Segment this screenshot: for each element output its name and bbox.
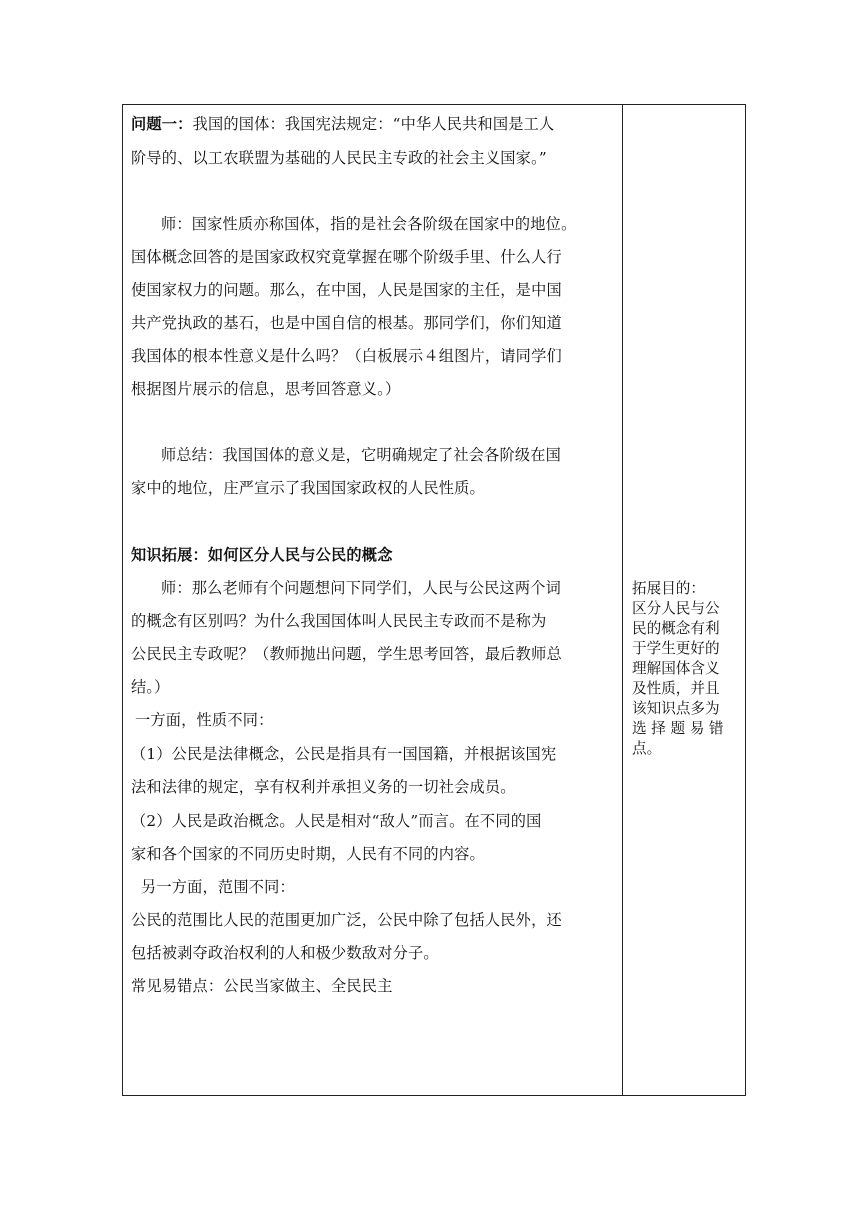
p1-line-5: 我国体的根本性意义是什么吗？（白板展示４组图片，请同学们 (131, 347, 562, 365)
p1-line-4: 共产党执政的基石，也是中国自信的根基。那同学们，你们知道 (131, 314, 562, 332)
main-content-cell (123, 105, 623, 1095)
p3-line-2: 的概念有区别吗？为什么我国国体叫人民民主专政而不是称为 (131, 612, 547, 630)
q1-line-1 (131, 114, 554, 134)
side-note-line: 区分人民与公 (632, 600, 720, 617)
item-1-line-1: （1）公民是法律概念，公民是指具有一国国籍，并根据该国宪 (131, 745, 557, 763)
p3-line-1: 师：那么老师有个问题想问下同学们，人民与公民这两个词 (161, 579, 562, 597)
item-2-line-2: 家和各个国家的不同历史时期，人民有不同的内容。 (131, 845, 485, 863)
side-note-line: 拓展目的： (632, 580, 705, 597)
p1-line-6: 根据图片展示的信息，思考回答意义。） (131, 380, 401, 398)
scope-line-1: 公民的范围比人民的范围更加广泛，公民中除了包括人民外，还 (131, 911, 562, 929)
side-note-line: 理解国体含义 (632, 660, 720, 677)
p3-line-3: 公民民主专政呢？（教师抛出问题，学生思考回答，最后教师总 (131, 645, 562, 663)
side-note-line: 选 择 题 易 错 (632, 720, 724, 737)
scope-line-2: 包括被剥夺政治权利的人和极少数敌对分子。 (131, 944, 439, 962)
p1-line-2: 国体概念回答的是国家政权究竟掌握在哪个阶级手里、什么人行 (131, 248, 562, 266)
q1-heading: 问题一： (131, 115, 193, 133)
side-note-cell (623, 105, 745, 1095)
p2-line-2: 家中的地位，庄严宣示了我国国家政权的人民性质。 (131, 479, 485, 497)
side-note-line: 点。 (632, 740, 662, 757)
q1-line-2: 阶导的、以工农联盟为基础的人民民主专政的社会主义国家。” (131, 149, 547, 167)
common-errors: 常见易错点：公民当家做主、全民民主 (131, 977, 393, 995)
p3-line-4: 结。） (131, 678, 170, 696)
q1-text: 我国的国体：我国宪法规定：“中华人民共和国是工人 (192, 115, 555, 133)
p1-line-1: 师：国家性质亦称国体，指的是社会各阶级在国家中的地位。 (161, 215, 577, 233)
item-1-line-2: 法和法律的规定，享有权利并承担义务的一切社会成员。 (131, 778, 516, 796)
side-note-line: 该知识点多为 (632, 700, 720, 717)
p2-line-1: 师总结：我国国体的意义是，它明确规定了社会各阶级在国 (161, 446, 562, 464)
item-2-line-1: （2）人民是政治概念。人民是相对“敌人”而言。在不同的国 (131, 812, 542, 830)
extension-heading: 知识拓展：如何区分人民与公民的概念 (131, 546, 393, 564)
p1-line-3: 使国家权力的问题。那么，在中国，人民是国家的主任，是中国 (131, 281, 562, 299)
aspect-1: 一方面，性质不同： (135, 711, 274, 729)
side-note-line: 民的概念有利 (632, 620, 720, 637)
lesson-table (122, 104, 746, 1096)
side-note-line: 及性质，并且 (632, 680, 720, 697)
aspect-2: 另一方面，范围不同： (141, 878, 295, 896)
side-note-line: 于学生更好的 (632, 640, 720, 657)
